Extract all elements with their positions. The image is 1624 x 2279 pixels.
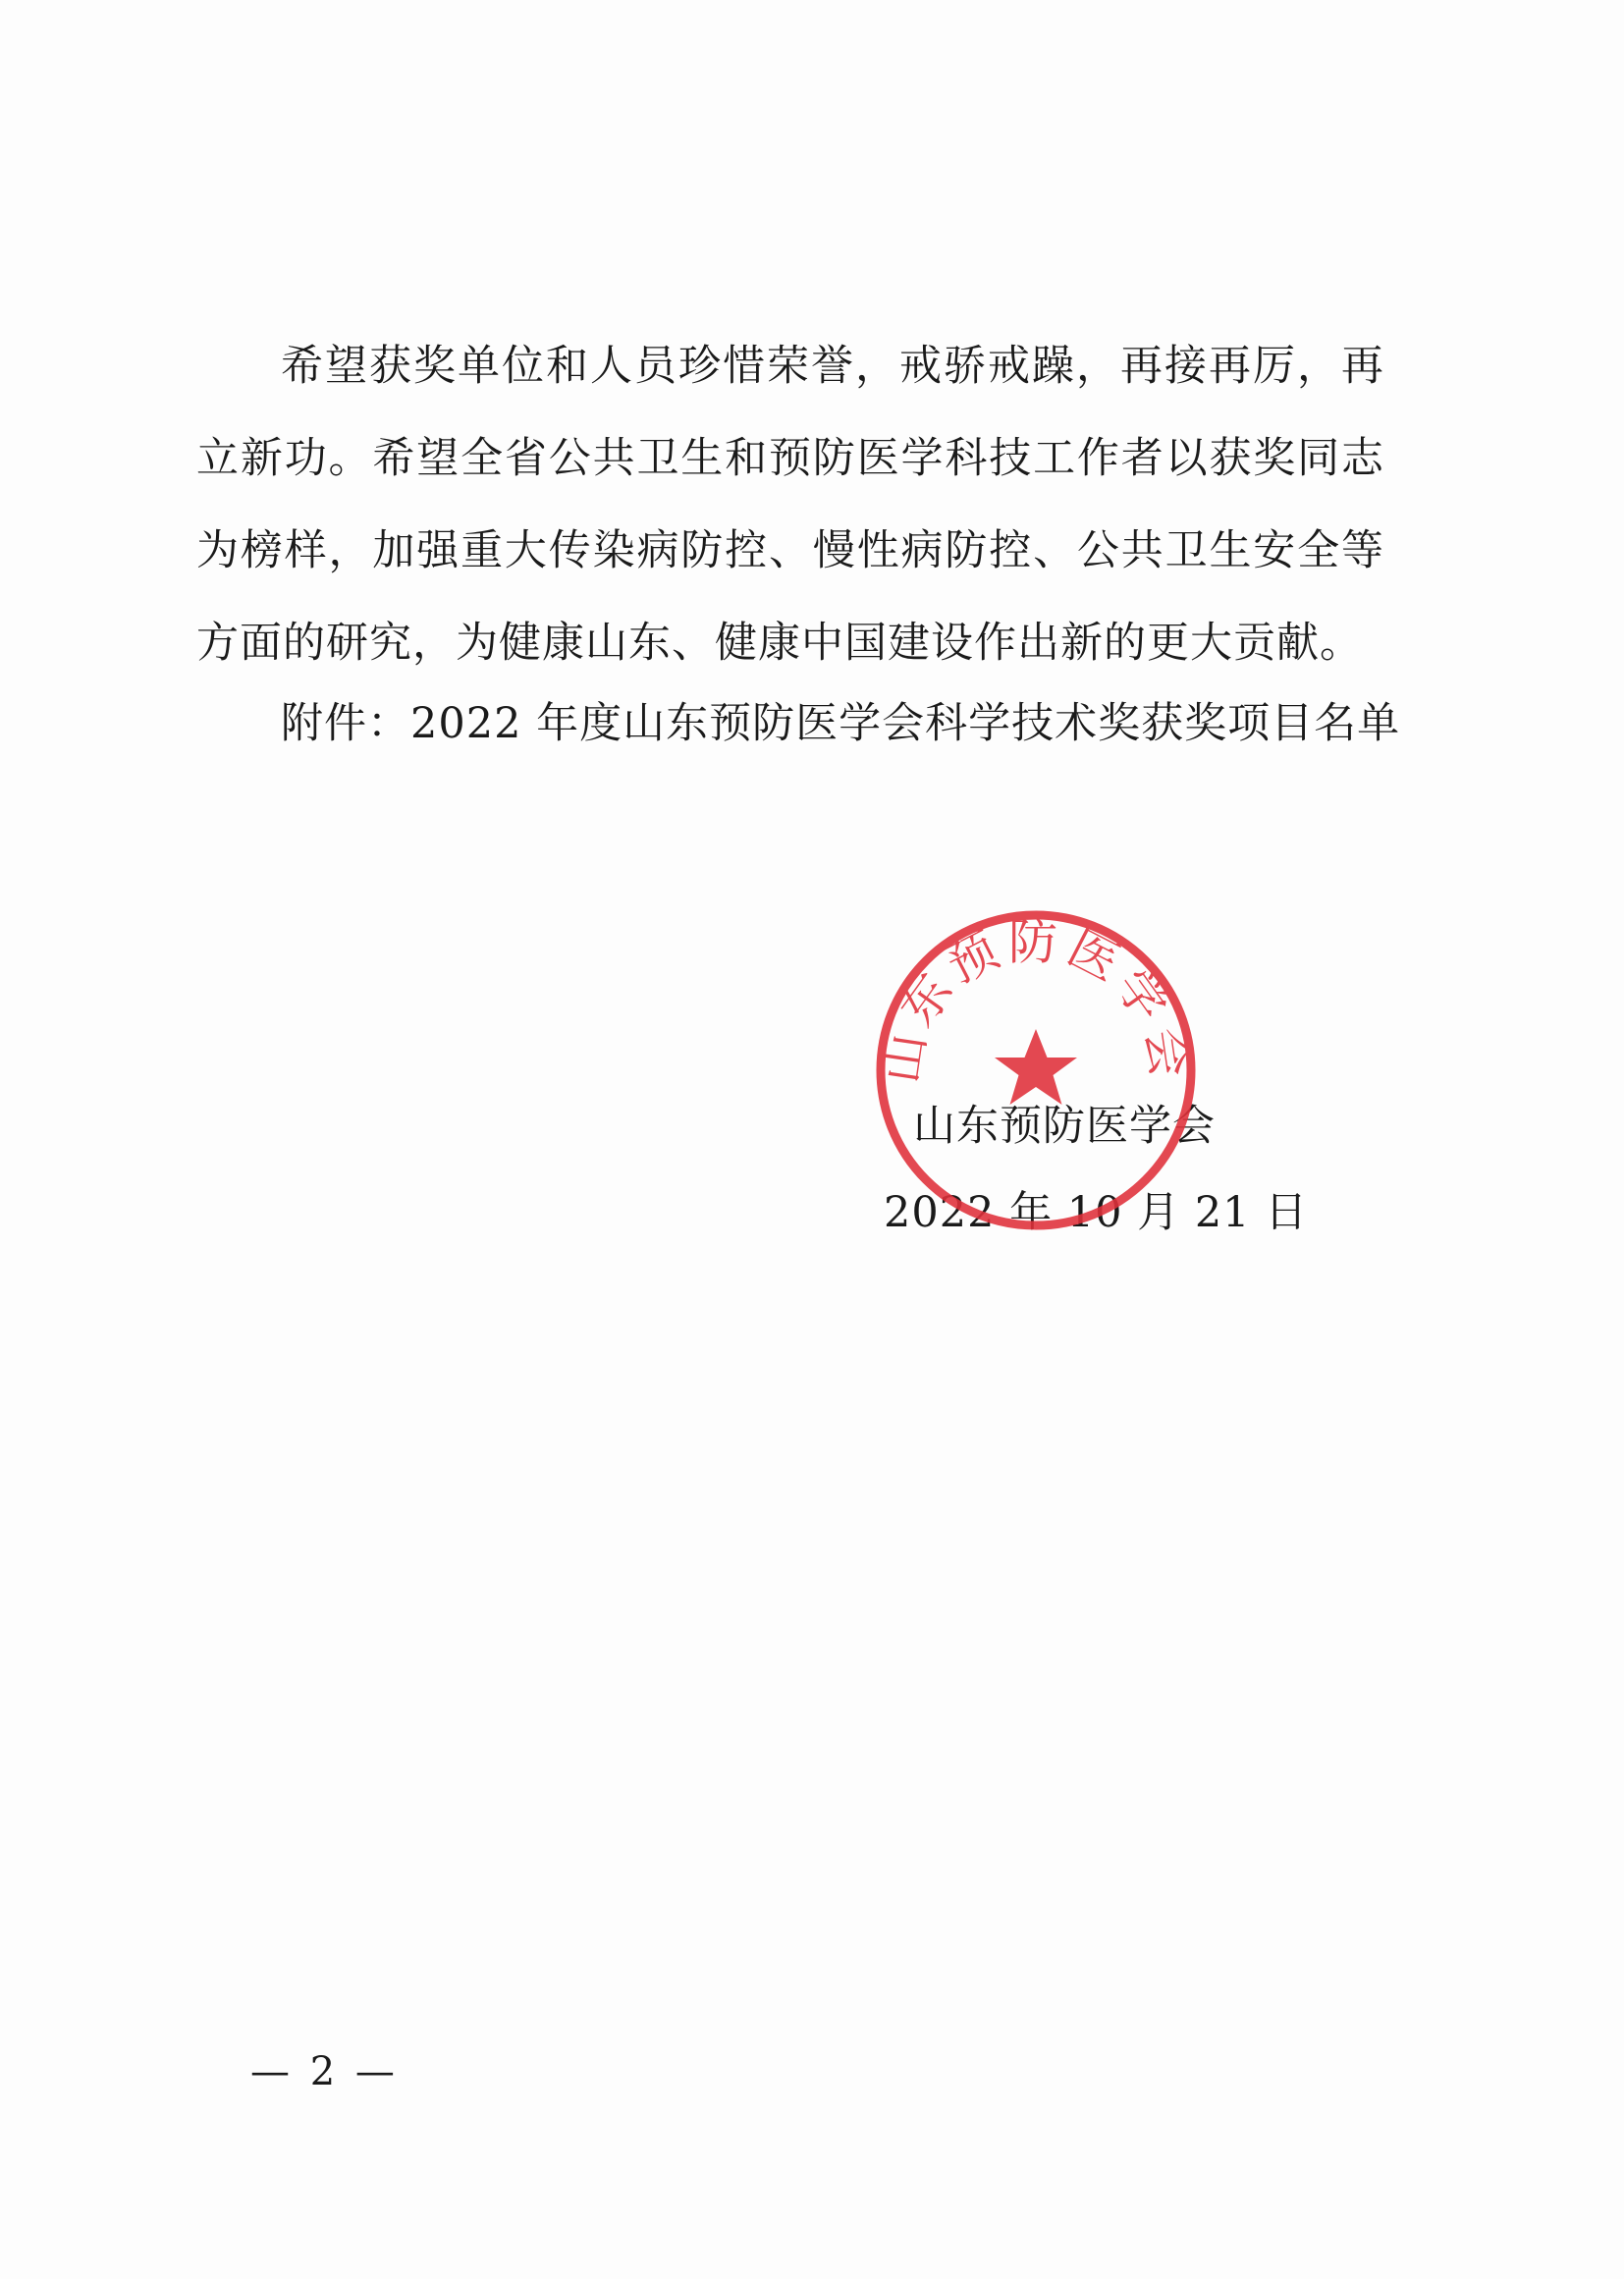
official-seal xyxy=(869,903,1203,1237)
body-paragraph: 希望获奖单位和人员珍惜荣誉，戒骄戒躁，再接再厉，再立新功。希望全省公共卫生和预防医学科技工作者以获奖同志为榜样，加强重大传染病防控、慢性病防控、公共卫生安全等方面的研究，为健康山东、健康中国建设作出新的更大贡献。 xyxy=(196,342,1384,668)
page-number: — 2 — xyxy=(250,2049,399,2094)
star-icon xyxy=(995,1029,1077,1105)
signing-organization: 山东预防医学会 xyxy=(913,1102,1216,1151)
attachment-line: 附件：2022 年度山东预防医学会科学技术奖获奖项目名单 xyxy=(281,699,1401,748)
signing-date: 2022 年 10 月 21 日 xyxy=(884,1188,1309,1237)
seal-text: 山东预防医学会 xyxy=(872,913,1200,1087)
